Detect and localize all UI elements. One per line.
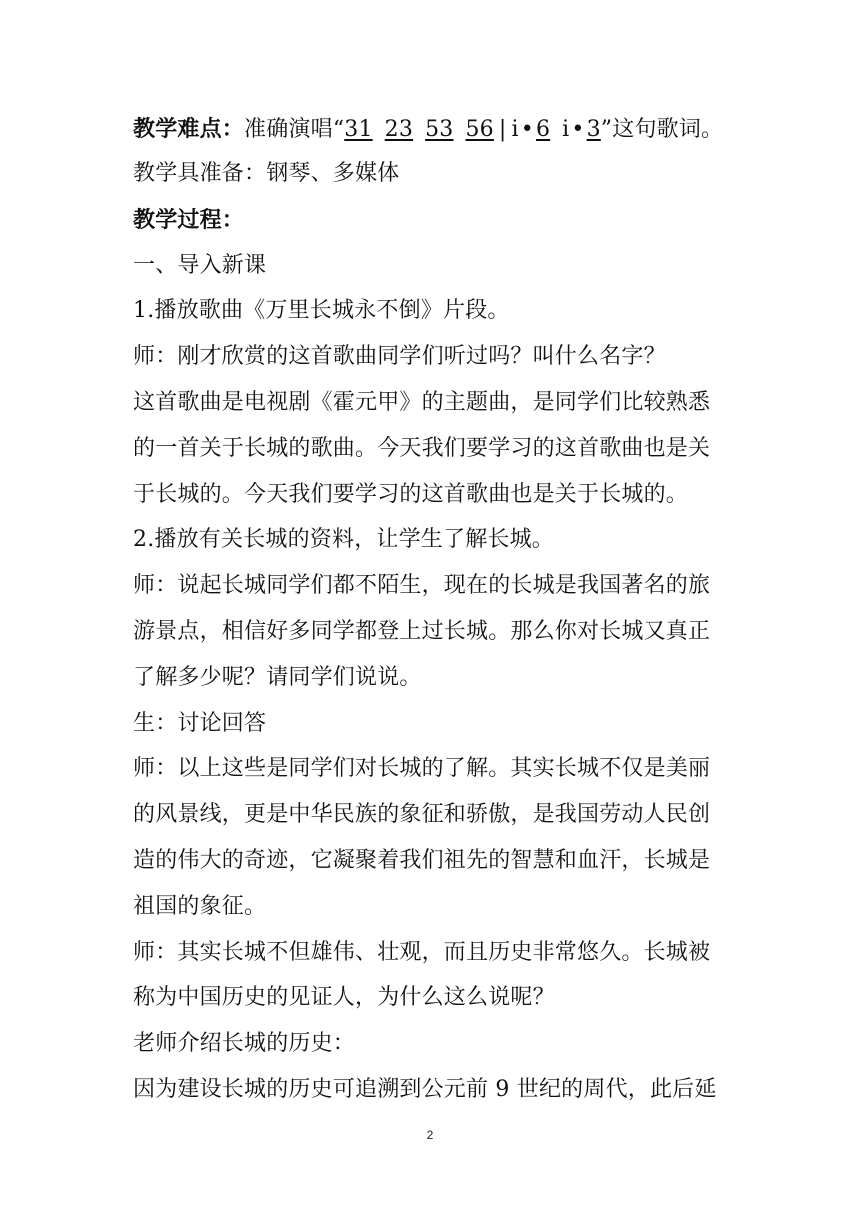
text-line: 于长城的。今天我们要学习的这首歌曲也是关于长城的。 [133,482,689,507]
text-line: 师：其实长城不但雄伟、壮观，而且历史非常悠久。长城被 [133,940,711,965]
text-line: 生：讨论回答 [133,711,267,736]
notation-note-8: 3 [586,117,601,142]
notation-dot-2: • [571,117,585,142]
text-line: 因为建设长城的历史可追溯到公元前 9 世纪的周代，此后延 [133,1077,717,1102]
text-line: 称为中国历史的见证人，为什么这么说呢？ [133,985,555,1010]
notation-bar: | [498,117,507,142]
text-line: 1.播放歌曲《万里长城永不倒》片段。 [133,298,510,323]
difficulty-label: 教学难点： [133,116,245,142]
notation-note-5: i [511,117,519,142]
notation-note-4: 56 [465,117,494,142]
page-number: 2 [426,1128,434,1142]
difficulty-text-before: 准确演唱“ [244,117,345,142]
text-line: 祖国的象征。 [133,894,267,919]
notation-note-7: i [562,117,570,142]
text-line: 造的伟大的奇迹，它凝聚着我们祖先的智慧和血汗，长城是 [133,848,711,873]
text-line: 2.播放有关长城的资料，让学生了解长城。 [133,527,554,552]
text-line: 教学过程： [133,207,245,233]
notation-note-1: 31 [344,117,373,142]
text-line: 一、导入新课 [133,253,267,278]
text-line: 师：说起长城同学们都不陌生，现在的长城是我国著名的旅 [133,573,711,598]
text-line: 教学具准备：钢琴、多媒体 [133,161,400,186]
difficulty-line [133,114,723,145]
notation-note-6: 6 [535,117,551,142]
text-line: 这首歌曲是电视剧《霍元甲》的主题曲，是同学们比较熟悉 [133,390,711,415]
text-line: 师：刚才欣赏的这首歌曲同学们听过吗？叫什么名字？ [133,344,666,369]
text-line: 了解多少呢？请同学们说说。 [133,665,422,690]
text-line: 师：以上这些是同学们对长城的了解。其实长城不仅是美丽 [133,756,711,781]
text-line: 的风景线，更是中华民族的象征和骄傲，是我国劳动人民创 [133,802,711,827]
text-line: 游景点，相信好多同学都登上过长城。那么你对长城又真正 [133,619,711,644]
difficulty-text-after: ”这句歌词。 [600,117,724,142]
notation-note-3: 53 [425,117,454,142]
notation-note-2: 23 [384,117,414,142]
text-line: 老师介绍长城的历史： [133,1031,356,1056]
text-line: 的一首关于长城的歌曲。今天我们要学习的这首歌曲也是关 [133,436,711,461]
notation-dot-1: • [520,117,534,142]
